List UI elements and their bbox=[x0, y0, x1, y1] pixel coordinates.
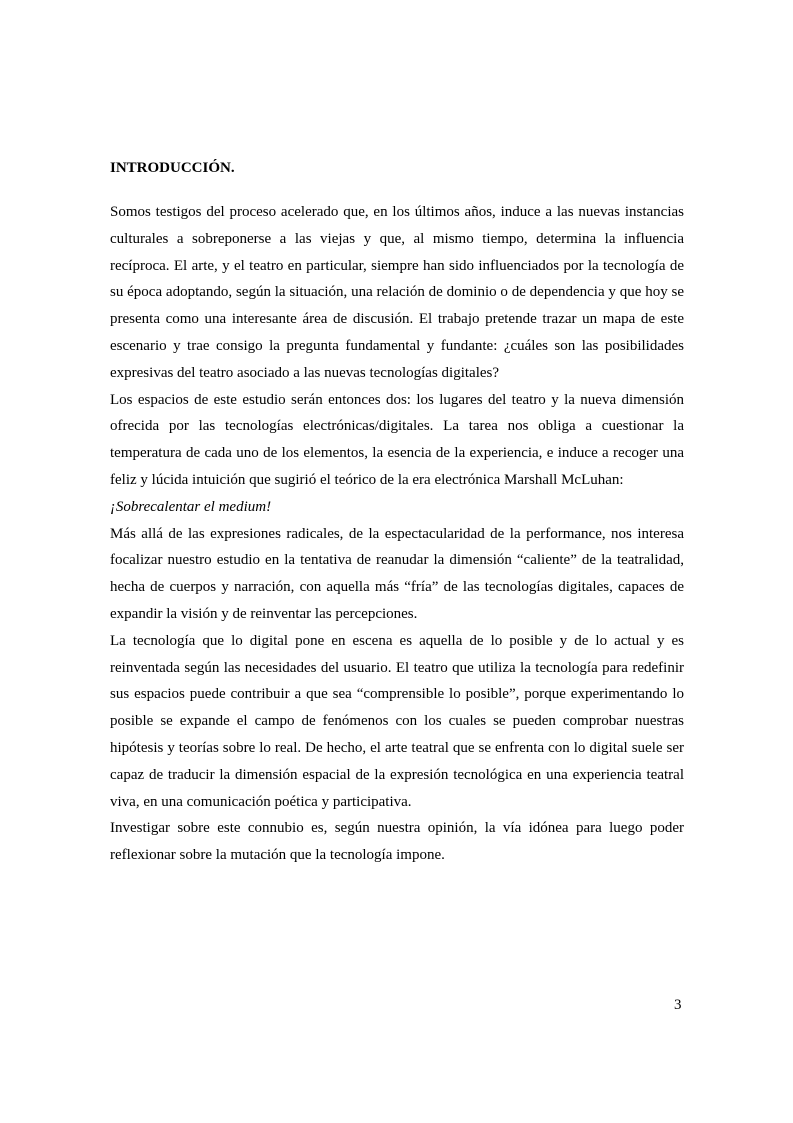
page-number: 3 bbox=[674, 997, 682, 1013]
mcluhan-quote: ¡Sobrecalentar el medium! bbox=[110, 498, 272, 515]
body-text bbox=[110, 199, 684, 869]
paragraph-3: Más allá de las expresiones radicales, de la espectacularidad de la performance, nos interesa focalizar nuestro estudio en la tentativa de reanudar la dimensión “caliente” de la teatralidad, hecha de cuerpos y narración, con aquella más “fría” de las tecnologías digitales, capaces de expandir la visión y de reinventar las percepciones. bbox=[110, 525, 684, 622]
paragraph-5: Investigar sobre este connubio es, según nuestra opinión, la vía idónea para luego poder reflexionar sobre la mutación que la tecnología impone. bbox=[110, 820, 684, 864]
paragraph-1: Somos testigos del proceso acelerado que, en los últimos años, induce a las nuevas instancias culturales a sobreponerse a las viejas y que, al mismo tiempo, determina la influencia recíproca. El arte, y el teatro en particular, siempre han sido influenciados por la tecnología de su época adoptando, según la situación, una relación de dominio o de dependencia y que hoy se presenta como una interesante área de discusión. El trabajo pretende trazar un mapa de este escenario y trae consigo la pregunta fundamental y fundante: ¿cuáles son las posibilidades expresivas del teatro asociado a las nuevas tecnologías digitales? bbox=[110, 204, 684, 381]
section-heading: INTRODUCCIÓN. bbox=[110, 160, 235, 176]
paragraph-4: La tecnología que lo digital pone en escena es aquella de lo posible y de lo actual y es reinventada según las necesidades del usuario. El teatro que utiliza la tecnología para redefinir sus espacios puede contribuir a que sea “comprensible lo posible”, porque experimentando lo posible se expande el campo de fenómenos con los cuales se pueden comprobar nuestras hipótesis y teorías sobre lo real. De hecho, el arte teatral que se enfrenta con lo digital suele ser capaz de traducir la dimensión espacial de la expresión tecnológica en una experiencia teatral viva, en una comunicación poética y participativa. bbox=[110, 632, 684, 810]
paragraph-2: Los espacios de este estudio serán entonces dos: los lugares del teatro y la nueva dimensión ofrecida por las tecnologías electrónicas/digitales. La tarea nos obliga a cuestionar la temperatura de cada uno de los elementos, la esencia de la experiencia, e induce a recoger una feliz y lúcida intuición que sugirió el teórico de la era electrónica Marshall McLuhan: bbox=[110, 391, 684, 488]
